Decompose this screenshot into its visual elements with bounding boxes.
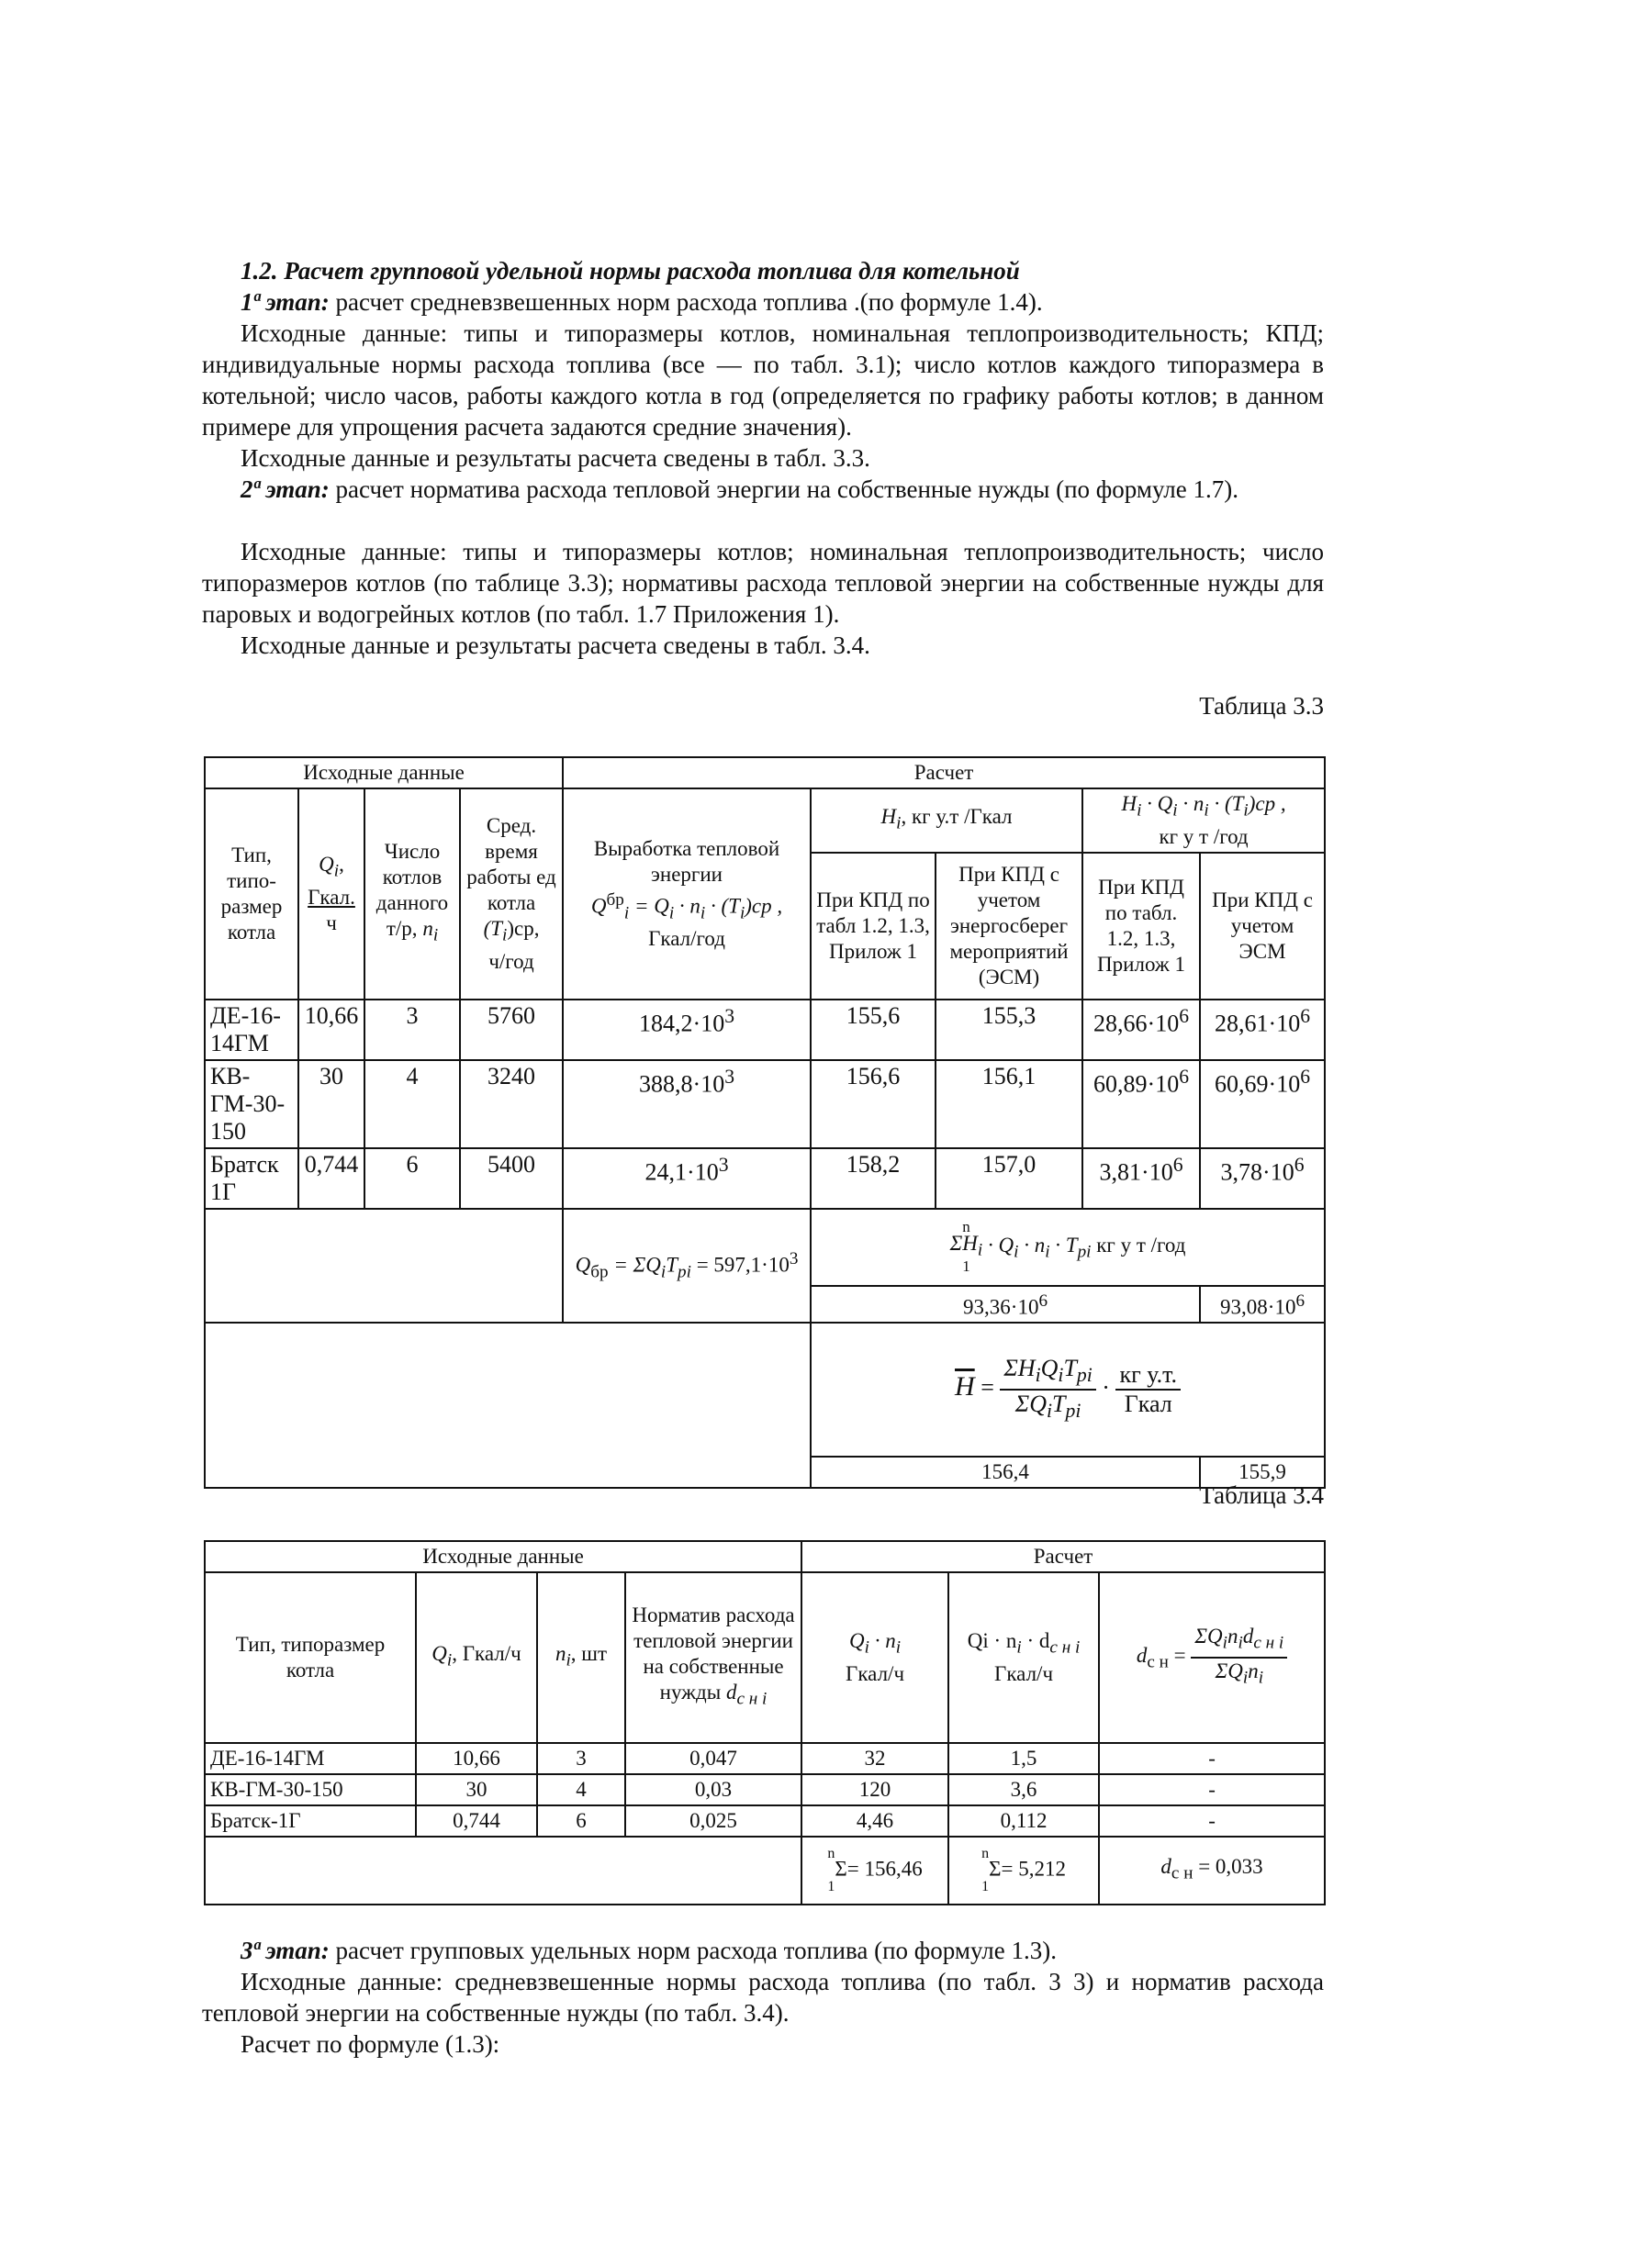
t33-r2-hq2 xyxy=(1200,1148,1325,1209)
t33-sum-prod: $Q_{бр} = \Sigma Q_iT_{pi} = 597,1\cdot 10^3$ xyxy=(563,1209,811,1324)
t33-sum-hq-r1: · Q xyxy=(982,1233,1014,1257)
t33-sum-prod-eq2: T xyxy=(666,1253,678,1277)
t34-sum-qnd xyxy=(948,1837,1099,1905)
t33-h-kpd1: При КПД по табл 1.2, 1.3, Прилож 1 xyxy=(811,853,936,1000)
t34-h-d-den: ΣQ xyxy=(1215,1659,1243,1682)
t33-sum-hq-formula: n $\Sigma H_i$ 1 · $Q_i \cdot n_i \cdot T_{pi}$ кг у т /год xyxy=(811,1209,1325,1286)
t33-r2-q: 0,744 xyxy=(298,1148,364,1209)
section-heading: 1.2. Расчет групповой удельной нормы расхода топлива для котельной xyxy=(241,257,1020,285)
t33-sum-prod-sub: бр xyxy=(590,1262,609,1282)
t33-r1-prod xyxy=(563,1060,811,1148)
t33-h-prod-unit: Гкал/год xyxy=(648,926,725,950)
t33-sum-prod-q: Q xyxy=(575,1253,591,1277)
t33-h-q-sub: i xyxy=(333,861,340,881)
t33-h-HQ-sym: H xyxy=(1121,792,1137,815)
t33-sum-hq-r2: · n xyxy=(1018,1233,1046,1257)
t34-r1-type: КВ-ГМ-30-150 xyxy=(205,1774,416,1805)
t33-h-prod-r2: · n xyxy=(674,894,700,918)
t33-h-HQ-f3: · (T xyxy=(1208,792,1244,815)
t34-r0-q: 10,66 xyxy=(416,1743,537,1774)
table-row xyxy=(205,1148,1325,1209)
t33-h-time-end: )ср, xyxy=(507,917,540,940)
t33-r0-h1: 155,6 xyxy=(811,1000,936,1060)
t34-h-qnd: $Qi \cdot n_i \cdot d_{с н i}$ Гкал/ч xyxy=(948,1572,1099,1743)
t34-h-norm-sym: d xyxy=(725,1681,737,1704)
t33-r2-prod xyxy=(563,1148,811,1209)
t33-h-count-sub: i xyxy=(432,925,439,945)
t34-group-input: Исходные данные xyxy=(205,1541,801,1572)
t33-r1-h2: 156,1 xyxy=(936,1060,1082,1148)
t33-r0-hq2 xyxy=(1200,1000,1325,1060)
t33-r1-q: 30 xyxy=(298,1060,364,1148)
t33-r1-prod-val: 388,8·10 xyxy=(639,1070,725,1098)
stage2-text: расчет норматива расхода тепловой энергии на собственные нужды (по формуле 1.7). xyxy=(329,475,1238,503)
t33-h-time-sub: i xyxy=(502,925,508,945)
t34-r0-dsn: - xyxy=(1099,1743,1325,1774)
t33-h-kpd4: При КПД с учетом ЭСМ xyxy=(1200,853,1325,1000)
t33-r2-hq2-exp: 6 xyxy=(1294,1153,1305,1176)
t34-r0-n: 3 xyxy=(537,1743,625,1774)
t34-h-qn: $Q_i \cdot n_i$ Гкал/ч xyxy=(801,1572,948,1743)
t34-h-q xyxy=(416,1572,537,1743)
t33-h-count xyxy=(364,788,460,1000)
t33-h-prod-r3: · (T xyxy=(705,894,740,918)
t33-sum-1: 1 xyxy=(962,1257,970,1276)
t33-h-time xyxy=(460,788,563,1000)
t34-h-qnd-rest: · d xyxy=(1021,1629,1050,1653)
t34-sum-d-val: = 0,033 xyxy=(1193,1855,1263,1879)
t33-h-q-unit: Гкал. xyxy=(308,885,355,909)
t33-r2-hq1 xyxy=(1082,1148,1200,1209)
t34-r1-dsn: - xyxy=(1099,1774,1325,1805)
t33-h-HQ-f4: )ср , xyxy=(1248,792,1286,815)
t34-h-n-sub: i xyxy=(566,1650,571,1670)
t33-r2-hq1-exp: 6 xyxy=(1172,1153,1183,1176)
t34-h-q-unit: , Гкал/ч xyxy=(452,1642,521,1666)
t33-sum-hq1-exp: 6 xyxy=(1038,1290,1048,1311)
t34-sum-empty xyxy=(205,1837,801,1905)
t34-h-norm-sub: с н i xyxy=(736,1689,768,1709)
t33-group-calc: Расчет xyxy=(563,757,1325,788)
t33-avg-H: $\overline{H}$ xyxy=(955,1371,975,1402)
t34-sum-qn-val: Σ= 156,46 xyxy=(835,1857,923,1881)
paragraph-2: Исходные данные и результаты расчета сведены в табл. 3.3. xyxy=(241,444,870,472)
t34-h-norm-text: Норматив расхода тепловой энергии на собственные нужды xyxy=(632,1603,795,1704)
t34-h-qn-unit: Гкал/ч xyxy=(846,1661,905,1685)
t34-sum-d xyxy=(1099,1837,1325,1905)
t33-r1-t: 3240 xyxy=(460,1060,563,1148)
t33-sum-hq-label: ΣH xyxy=(949,1231,978,1255)
stage2-label: 2ª этап: xyxy=(241,475,330,503)
t34-h-qn-sym: Q xyxy=(849,1629,865,1653)
t33-r2-type: Братск 1Г xyxy=(205,1148,298,1209)
t34-h-d-sym: d xyxy=(1136,1644,1148,1668)
t33-sum-empty xyxy=(205,1209,563,1324)
table-row xyxy=(205,1774,1325,1805)
t33-h-HQ-unit: кг у т /год xyxy=(1159,824,1249,848)
t33-r0-prod xyxy=(563,1000,811,1060)
t34-r0-qnd: 1,5 xyxy=(948,1743,1099,1774)
t34-r1-qnd: 3,6 xyxy=(948,1774,1099,1805)
t33-r2-prod-val: 24,1·10 xyxy=(644,1158,719,1186)
t34-sum-qn-1: 1 xyxy=(827,1879,835,1894)
t33-r0-hq2-val: 28,61·10 xyxy=(1215,1010,1301,1037)
t33-sum-hq1 xyxy=(811,1286,1200,1324)
t33-avg-unit-num: кг у.т. xyxy=(1115,1361,1181,1391)
t33-r1-n: 4 xyxy=(364,1060,460,1148)
t33-sum-hq2 xyxy=(1200,1286,1325,1324)
t33-r0-type: ДЕ-16-14ГМ xyxy=(205,1000,298,1060)
t34-h-q-sym: Q xyxy=(431,1642,447,1666)
t33-r0-prod-exp: 3 xyxy=(724,1004,735,1027)
t33-r1-prod-exp: 3 xyxy=(724,1065,735,1088)
t33-h-q-sym: Q xyxy=(319,853,334,876)
t34-r2-qnd: 0,112 xyxy=(948,1805,1099,1837)
t33-sum-hq2-val: 93,08·10 xyxy=(1220,1295,1296,1319)
t33-r1-h1: 156,6 xyxy=(811,1060,936,1148)
t33-h-time-unit: ч/год xyxy=(488,949,534,973)
t34-h-type: Тип, типоразмер котла xyxy=(205,1572,416,1743)
t33-h-count-text: Число котлов данного т/р, xyxy=(375,840,449,940)
stage1-label: 1ª этап: xyxy=(241,288,330,316)
t33-r0-q: 10,66 xyxy=(298,1000,364,1060)
t33-r2-h2: 157,0 xyxy=(936,1148,1082,1209)
t34-sum-qnd-n: n xyxy=(981,1846,990,1861)
t33-r0-hq1-exp: 6 xyxy=(1179,1004,1190,1027)
t34-sum-qnd-1: 1 xyxy=(981,1879,990,1894)
t33-avg-2: 155,9 xyxy=(1200,1457,1325,1488)
t33-h-kpd3: При КПД по табл. 1.2, 1.3, Прилож 1 xyxy=(1082,853,1200,1000)
t33-r2-h1: 158,2 xyxy=(811,1148,936,1209)
t33-r0-hq2-exp: 6 xyxy=(1300,1004,1311,1027)
t34-r2-q: 0,744 xyxy=(416,1805,537,1837)
t34-h-d-num-sub: с н i xyxy=(1253,1634,1284,1653)
t34-h-d-fraction: $\frac{\Sigma Q_in_id_{с н i}}{\Sigma Q_in_i}$ xyxy=(1191,1624,1287,1691)
stage3-label: 3ª этап: xyxy=(241,1937,330,1964)
t33-group-input: Исходные данные xyxy=(205,757,563,788)
t33-r1-hq1 xyxy=(1082,1060,1200,1148)
t33-avg-num3: T xyxy=(1063,1355,1077,1382)
t33-h-type: Тип, типо-размер котла xyxy=(205,788,298,1000)
t33-avg-empty xyxy=(205,1323,811,1488)
t33-avg-den2: T xyxy=(1052,1391,1066,1418)
t33-h-prod: Выработка тепловой энергии $Q^{бр}_i = Q_i \cdot n_i \cdot (T_i)ср$ , Гкал/год xyxy=(563,788,811,1000)
t33-h-q: $Q_i$, Гкал. ч xyxy=(298,788,364,1000)
t33-avg-num2: Q xyxy=(1040,1355,1059,1382)
table-row xyxy=(205,1060,1325,1148)
t33-avg-unit xyxy=(1115,1361,1181,1418)
t33-h-HQ-f2: · n xyxy=(1177,792,1205,815)
t33-avg-den: ΣQ xyxy=(1014,1391,1047,1418)
t33-r0-hq1-val: 28,66·10 xyxy=(1093,1010,1180,1037)
t33-sum-n: n xyxy=(962,1217,970,1235)
t34-h-qnd-sym: Qi · n xyxy=(967,1629,1017,1653)
t34-h-d-num3: d xyxy=(1242,1625,1254,1648)
t33-h-HQ: $H_i \cdot Q_i \cdot n_i \cdot (T_i)ср$ , кг у т /год xyxy=(1082,788,1325,853)
paragraph-4: Исходные данные и результаты расчета сведены в табл. 3.4. xyxy=(241,631,870,659)
table-3-3 xyxy=(204,756,1326,1489)
t33-r2-prod-exp: 3 xyxy=(718,1153,729,1176)
t33-r1-type: КВ-ГМ-30-150 xyxy=(205,1060,298,1148)
t33-avg-1: 156,4 xyxy=(811,1457,1200,1488)
t33-r0-h2: 155,3 xyxy=(936,1000,1082,1060)
t33-sum-prod-eq: = ΣQ xyxy=(608,1253,661,1277)
t34-sum-qnd-val: Σ= 5,212 xyxy=(989,1857,1066,1881)
t34-sum-d-sub: с н xyxy=(1171,1863,1193,1883)
t33-sum-prod-exp: 3 xyxy=(789,1248,799,1268)
t33-h-prod-text: Выработка тепловой энергии xyxy=(593,836,780,886)
paragraph-3: Исходные данные: типы и типоразмеры котлов; номинальная теплопроизводительность; число типоразмеров котлов (по таблице 3.3); нормативы расхода тепловой энергии на собственные нужды для паровых и водогрейных котлов (по табл. 1.7 Приложения 1). xyxy=(202,538,1324,628)
t33-r2-hq1-val: 3,81·10 xyxy=(1099,1158,1173,1186)
paragraph-6: Расчет по формуле (1.3): xyxy=(241,2030,500,2058)
t33-sum-prod-eq3: = 597,1·10 xyxy=(690,1253,790,1277)
t33-r0-prod-val: 184,2·10 xyxy=(639,1010,725,1037)
t34-r2-dsn: - xyxy=(1099,1805,1325,1837)
t33-r2-hq2-val: 3,78·10 xyxy=(1220,1158,1294,1186)
t34-h-n-sym: n xyxy=(555,1642,566,1666)
t34-r1-qn: 120 xyxy=(801,1774,948,1805)
t33-h-time-text: Сред. время работы ед котла xyxy=(466,814,556,914)
t34-h-q-sub: i xyxy=(446,1650,453,1670)
t33-r2-n: 6 xyxy=(364,1148,460,1209)
t33-sum-hq-unit: кг у т /год xyxy=(1091,1233,1186,1257)
t33-h-prod-sup: бр xyxy=(606,889,624,910)
t33-h-prod-r4: )ср , xyxy=(745,894,783,918)
stage2-line xyxy=(202,474,1324,505)
stage3-line xyxy=(202,1935,1324,1966)
t34-r2-n: 6 xyxy=(537,1805,625,1837)
table34-caption: Таблица 3.4 xyxy=(1199,1481,1324,1509)
t34-r2-d: 0,025 xyxy=(625,1805,801,1837)
t33-r0-n: 3 xyxy=(364,1000,460,1060)
t34-r1-q: 30 xyxy=(416,1774,537,1805)
stage1-line xyxy=(202,286,1324,318)
t34-h-d-num2: n xyxy=(1227,1625,1238,1648)
t33-h-prod-q: Q xyxy=(590,894,607,918)
t33-avg-unit-den: Гкал xyxy=(1124,1391,1172,1418)
t33-r0-t: 5760 xyxy=(460,1000,563,1060)
table-3-4 xyxy=(204,1540,1326,1905)
t34-h-d xyxy=(1099,1572,1325,1743)
t34-h-d-sub: с н xyxy=(1147,1652,1169,1672)
t34-r0-qn: 32 xyxy=(801,1743,948,1774)
t33-h-H xyxy=(811,788,1082,853)
stage1-text: расчет средневзвешенных норм расхода топлива .(по формуле 1.4). xyxy=(329,288,1043,316)
t33-h-kpd2: При КПД с учетом энергосберег мероприятий (ЭСМ) xyxy=(936,853,1082,1000)
t33-h-q-unit2: ч xyxy=(326,911,337,934)
t33-h-H-unit: , кг у.т /Гкал xyxy=(901,805,1013,828)
t33-avg-fraction: $\frac{\Sigma H_iQ_iT_{pi}}{\Sigma Q_iT_{pi}}$ xyxy=(1000,1355,1095,1424)
t33-h-H-sub: i xyxy=(896,813,902,833)
t33-r1-hq1-val: 60,89·10 xyxy=(1093,1070,1180,1098)
t34-r1-d: 0,03 xyxy=(625,1774,801,1805)
t33-avg-num: ΣH xyxy=(1003,1355,1036,1382)
t33-sum-hq-r3: · T xyxy=(1049,1233,1078,1257)
t33-r1-hq2 xyxy=(1200,1060,1325,1148)
t34-h-n xyxy=(537,1572,625,1743)
t34-sum-d-sym: d xyxy=(1160,1855,1171,1879)
paragraph-5: Исходные данные: средневзвешенные нормы расхода топлива (по табл. 3 3) и норматив расхода тепловой энергии на собственные нужды (по табл. 3.4). xyxy=(202,1968,1324,2027)
t33-h-H-sym: H xyxy=(880,805,897,828)
t34-r0-d: 0,047 xyxy=(625,1743,801,1774)
t34-r1-n: 4 xyxy=(537,1774,625,1805)
t33-r0-hq1 xyxy=(1082,1000,1200,1060)
t34-sum-qn xyxy=(801,1837,948,1905)
t33-avg-formula: $\overline{H}$ = $\frac{\Sigma H_iQ_iT_{pi}}{\Sigma Q_iT_{pi}}$ · $\frac{\text{кг у.т.}}{\text{Гкал}}$ xyxy=(811,1323,1325,1457)
t34-h-norm xyxy=(625,1572,801,1743)
t33-sum-hq2-exp: 6 xyxy=(1295,1290,1305,1311)
table-row xyxy=(205,1000,1325,1060)
t34-r2-qn: 4,46 xyxy=(801,1805,948,1837)
t33-r2-t: 5400 xyxy=(460,1148,563,1209)
table-row xyxy=(205,1743,1325,1774)
t33-h-time-sym: (T xyxy=(483,917,503,940)
t34-h-d-num: ΣQ xyxy=(1194,1625,1223,1648)
t34-h-qn-rest: · n xyxy=(868,1629,896,1653)
t34-h-n-unit: , шт xyxy=(570,1642,608,1666)
t34-h-d-den2: n xyxy=(1248,1659,1259,1682)
t33-sum-hq1-val: 93,36·10 xyxy=(963,1295,1039,1319)
table33-caption: Таблица 3.3 xyxy=(1199,692,1324,720)
t33-r1-hq2-val: 60,69·10 xyxy=(1215,1070,1301,1098)
t34-r2-type: Братск-1Г xyxy=(205,1805,416,1837)
t34-h-d-eq: = xyxy=(1168,1644,1192,1668)
table-row xyxy=(205,1805,1325,1837)
t33-h-count-sym: n xyxy=(422,917,433,940)
t33-r1-hq1-exp: 6 xyxy=(1179,1065,1190,1088)
t33-h-HQ-f1: · Q xyxy=(1141,792,1173,815)
t34-r0-type: ДЕ-16-14ГМ xyxy=(205,1743,416,1774)
t33-r1-hq2-exp: 6 xyxy=(1300,1065,1311,1088)
t34-sum-qn-n: n xyxy=(827,1846,835,1861)
stage3-text: расчет групповых удельных норм расхода топлива (по формуле 1.3). xyxy=(329,1937,1057,1964)
t34-h-qnd-sub: с н i xyxy=(1049,1637,1081,1658)
paragraph-1: Исходные данные: типы и типоразмеры котлов, номинальная теплопроизводительность; КПД; индивидуальные нормы расхода топлива (все — по табл. 3.1); число котлов каждого типоразмера в котельной; число часов, работы каждого котла в год (определяется по графику работы котлов; в данном примере для упрощения расчета задаются средние значения). xyxy=(202,319,1324,441)
t34-group-calc: Расчет xyxy=(801,1541,1325,1572)
t33-h-prod-r1: = Q xyxy=(629,894,669,918)
t34-h-qnd-unit: Гкал/ч xyxy=(994,1661,1054,1685)
